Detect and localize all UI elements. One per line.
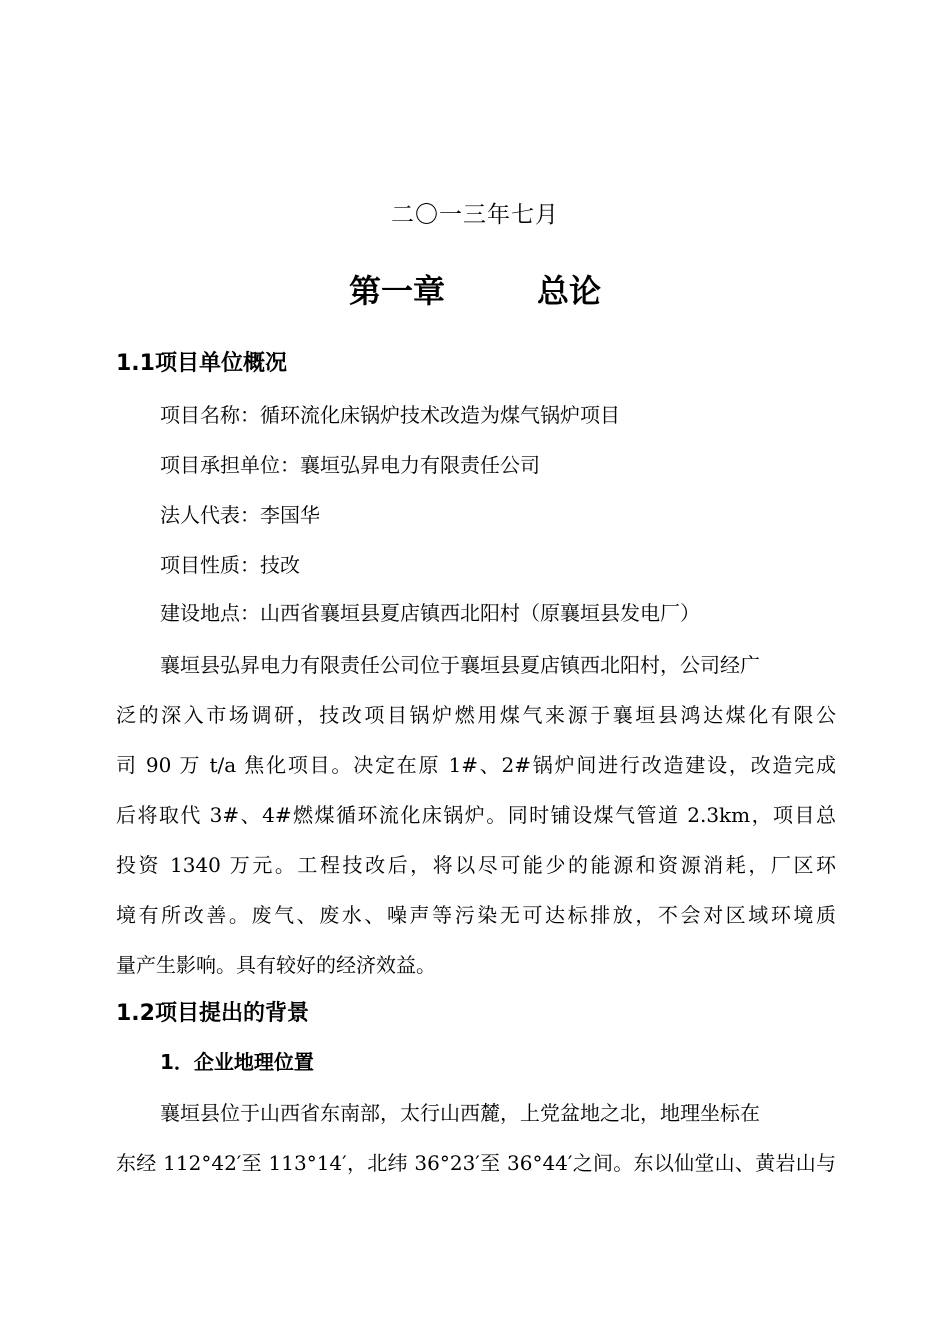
field-project-nature: 项目性质：技改 (160, 553, 300, 577)
subheading-geographic-location: 1．企业地理位置 (160, 1050, 314, 1074)
section-heading-1-1: 1.1项目单位概况 (116, 351, 287, 376)
paragraph-line: 襄垣县弘昇电力有限责任公司位于襄垣县夏店镇西北阳村，公司经广 (160, 653, 760, 677)
paragraph-line: 量产生影响。具有较好的经济效益。 (116, 953, 436, 977)
paragraph-line: 泛的深入市场调研，技改项目锅炉燃用煤气来源于襄垣县鸿达煤化有限公 (116, 703, 836, 727)
field-legal-representative: 法人代表：李国华 (160, 503, 320, 527)
chapter-title (0, 266, 950, 312)
paragraph-line: 襄垣县位于山西省东南部，太行山西麓，上党盆地之北，地理坐标在 (160, 1101, 760, 1125)
chapter-name: 总论 (537, 272, 602, 310)
field-undertaking-unit: 项目承担单位：襄垣弘昇电力有限责任公司 (160, 453, 540, 477)
paragraph-line: 东经 112°42′至 113°14′，北纬 36°23′至 36°44′之间。东以仙堂山、黄岩山与 (116, 1151, 836, 1175)
paragraph-line: 司 90 万 t/a 焦化项目。决定在原 1#、2#锅炉间进行改造建设，改造完成 (116, 753, 836, 777)
paragraph-line: 境有所改善。废气、废水、噪声等污染无可达标排放，不会对区域环境质 (116, 903, 836, 927)
paragraph-line: 后将取代 3#、4#燃煤循环流化床锅炉。同时铺设煤气管道 2.3km，项目总 (116, 803, 836, 827)
field-project-name: 项目名称：循环流化床锅炉技术改造为煤气锅炉项目 (160, 403, 620, 427)
paragraph-line: 投资 1340 万元。工程技改后，将以尽可能少的能源和资源消耗，厂区环 (116, 853, 836, 877)
chapter-number: 第一章 (348, 272, 445, 310)
date-line: 二〇一三年七月 (391, 202, 559, 228)
field-construction-site: 建设地点：山西省襄垣县夏店镇西北阳村（原襄垣县发电厂） (160, 601, 700, 625)
section-heading-1-2: 1.2项目提出的背景 (116, 1001, 309, 1026)
